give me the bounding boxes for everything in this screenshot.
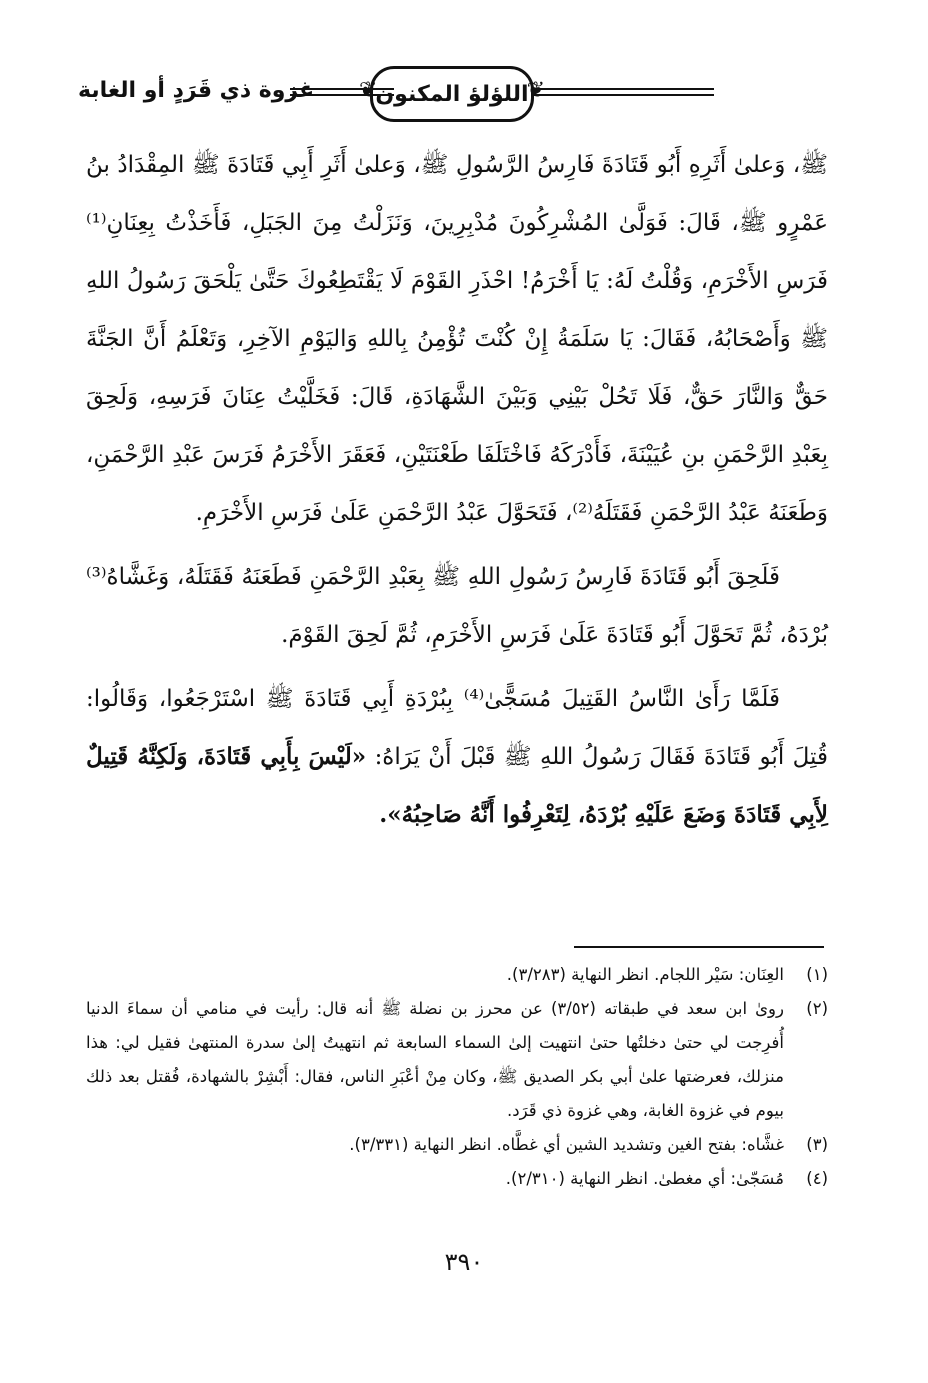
main-text — [86, 136, 828, 844]
prophet-quote: «لَيْسَ بِأَبِي قَتَادَةَ، وَلَكِنَّهُ قَتِيلٌ لِأَبِي قَتَادَةَ وَضَعَ عَلَيْهِ بُرْدَهُ، لِتَعْرِفُوا أَنَّهُ صَاحِبُهُ». — [86, 743, 828, 828]
footnote-text: روىٰ ابن سعد في طبقاته (٣/٥٢) عن محرز بن نضلة ﷺ أنه قال: رأيت في منامي أن سماءَ الدنيا أُفرِجت لي حتىٰ دخلتُها حتىٰ انتهيت إلىٰ السماء السابعة ثم انتهيتُ إلىٰ سدرة المنتهىٰ فقيل لي: هذا منزلك، فعرضتها علىٰ أبي بكر الصديق ﷺ، وكان مِنْ أعْبَرِ الناس، فقال: أَبْشِرْ بالشهادة، فُقتل بعد ذلك بيوم في غزوة الغابة، وهي غزوة ذي قَرَد. — [86, 999, 784, 1120]
footnote-text: غشَّاه: بفتح الغين وتشديد الشين أي غطَّاه. انظر النهاية (٣/٣٣١). — [349, 1135, 784, 1154]
footnote-number: (١) — [806, 965, 828, 984]
footnote — [86, 1162, 828, 1196]
paragraph-3 — [86, 670, 828, 844]
page-number: ٣٩٠ — [444, 1248, 484, 1276]
footnote-text: مُسَجّىٰ: أي مغطىٰ. انظر النهاية (٢/٣١٠). — [505, 1169, 784, 1188]
page-header — [78, 66, 826, 128]
footnotes — [86, 958, 828, 1196]
book-title: ❦ اللؤلؤ المكنون — [375, 81, 529, 107]
footnote-number: (٢) — [806, 999, 828, 1018]
footnote-number: (٣) — [806, 1135, 828, 1154]
footnote-number: (٤) — [806, 1169, 828, 1188]
paragraph-2: فَلَحِقَ أَبُو قَتَادَةَ فَارِسُ رَسُولِ اللهِ ﷺ بِعَبْدِ الرَّحْمَنِ فَطَعَنَهُ فَقَتَلَهُ، وَغَشَّاهُ⁽³⁾ بُرْدَهُ، ثُمَّ تَحَوَّلَ أَبُو قَتَادَةَ عَلَىٰ فَرَسِ الأَخْرَمِ، ثُمَّ لَحِقَ القَوْمَ. — [86, 564, 828, 648]
footnote — [86, 992, 828, 1128]
paragraph-1: ﷺ، وَعلىٰ أَثَرِهِ أَبُو قَتَادَةَ فَارِسُ الرَّسُولِ ﷺ، وَعلىٰ أَثَرِ أَبِي قَتَادَةَ ﷺ المِقْدَادُ بنُ عَمْرٍو ﷺ، قَالَ: فَوَلَّىٰ المُشْرِكُونَ مُدْبِرِينَ، وَنَزَلْتُ مِنَ الجَبَلِ، فَأَخَذْتُ بِعِنَانِ⁽¹⁾ فَرَسِ الأَخْرَمِ، وَقُلْتُ لَهُ: يَا أَخْرَمُ! احْذَرِ القَوْمَ لَا يَقْتَطِعُوكَ حَتَّىٰ يَلْحَقَ رَسُولُ اللهِ ﷺ وَأَصْحَابُهُ، فَقَالَ: يَا سَلَمَةُ إِنْ كُنْتَ تُؤْمِنُ بِاللهِ وَاليَوْمِ الآخِرِ، وَتَعْلَمُ أَنَّ الجَنَّةَ حَقٌّ وَالنَّارَ حَقٌّ، فَلَا تَحُلْ بَيْنِي وَبَيْنَ الشَّهَادَةِ، قَالَ: فَخَلَّيْتُ عِنَانَ فَرَسِهِ، وَلَحِقَ بِعَبْدِ الرَّحْمَنِ بنِ عُيَيْنَةَ، فَأَدْرَكَهُ فَاخْتَلَفَا طَعْنَتَيْنِ، فَعَقَرَ الأَخْرَمُ فَرَسَ عَبْدِ الرَّحْمَنِ، وَطَعَنَهُ عَبْدُ الرَّحْمَنِ فَقَتَلَهُ⁽²⁾، فَتَحَوَّلَ عَبْدُ الرَّحْمَنِ عَلَىٰ فَرَسِ الأَخْرَمِ. — [86, 152, 828, 526]
header-book-cartouche — [370, 66, 534, 122]
footnote-text: العِنَان: سَيْر اللجام. انظر النهاية (٣/٢٨٣). — [506, 965, 784, 984]
paragraph-3-text: فَلَمَّا رَأَىٰ النَّاسُ القَتِيلَ مُسَجًّىٰ⁽⁴⁾ بِبُرْدَةِ أَبِي قَتَادَةَ ﷺ اسْتَرْجَعُوا، وَقَالُوا: قُتِلَ أَبُو قَتَادَةَ فَقَالَ رَسُولُ اللهِ ﷺ قَبْلَ أَنْ يَرَاهُ: — [86, 686, 828, 770]
chapter-title: غزوة ذي قَرَدٍ أو الغابة — [78, 78, 315, 103]
header-rule-right — [534, 88, 714, 96]
footnote — [86, 1128, 828, 1162]
footnote — [86, 958, 828, 992]
footnote-divider — [574, 946, 824, 948]
